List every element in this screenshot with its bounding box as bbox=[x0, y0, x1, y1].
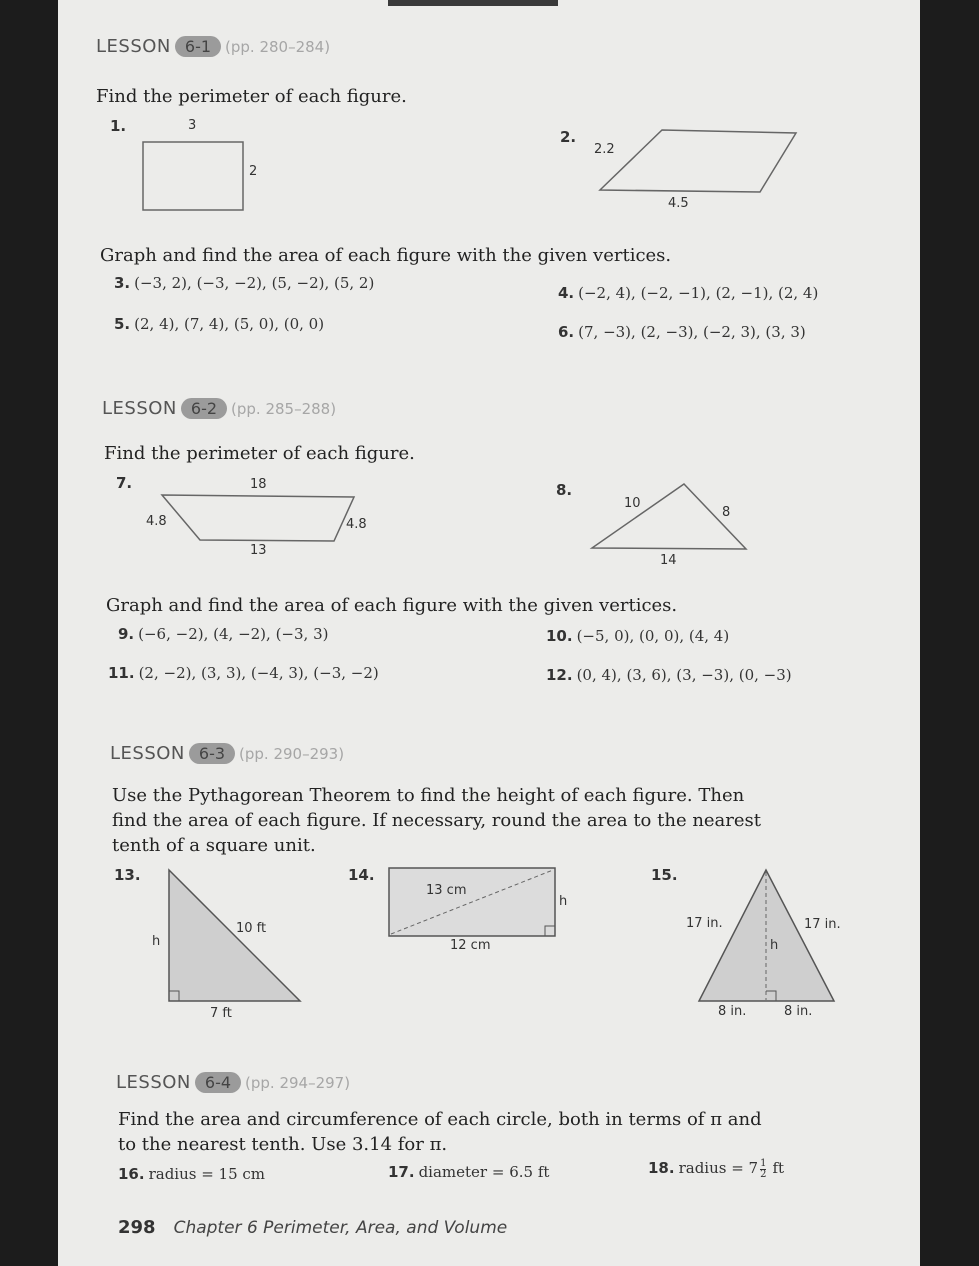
exercise-number: 8. bbox=[556, 481, 573, 499]
height-label: h bbox=[770, 938, 779, 953]
triangle-base-label: 14 bbox=[660, 553, 677, 568]
chapter-title: Chapter 6 Perimeter, Area, and Volume bbox=[173, 1218, 508, 1238]
instruction-perimeter-6-1: Find the perimeter of each figure. bbox=[96, 86, 407, 107]
exercise-text: diameter = 6.5 ft bbox=[418, 1163, 550, 1181]
instruction-perimeter-6-2: Find the perimeter of each figure. bbox=[104, 443, 415, 464]
right-side-label: 17 in. bbox=[804, 917, 841, 932]
trapezoid-right-label: 4.8 bbox=[346, 517, 367, 532]
exercise-number: 12. bbox=[546, 666, 573, 684]
lesson-pages: (pp. 285–288) bbox=[231, 400, 337, 418]
exercise-number: 2. bbox=[560, 128, 577, 146]
exercise-number: 7. bbox=[116, 474, 133, 492]
triangle-left-label: 10 bbox=[624, 496, 641, 511]
lesson-badge: 6-2 bbox=[181, 398, 227, 419]
exercise-number: 5. bbox=[114, 315, 131, 333]
exercise-text: (−3, 2), (−3, −2), (5, −2), (5, 2) bbox=[134, 274, 375, 292]
fraction-numerator: 1 bbox=[760, 1158, 767, 1169]
exercise-number: 9. bbox=[118, 625, 135, 643]
lesson-label: LESSON bbox=[96, 36, 171, 57]
textbook-page bbox=[58, 0, 920, 1266]
fraction-denominator: 2 bbox=[760, 1169, 767, 1180]
exercise-number: 4. bbox=[558, 284, 575, 302]
exercise-text: radius = 7 bbox=[678, 1159, 759, 1178]
exercise-text: (2, −2), (3, 3), (−4, 3), (−3, −2) bbox=[138, 664, 379, 682]
exercise-text: (−2, 4), (−2, −1), (2, −1), (2, 4) bbox=[578, 284, 819, 302]
exercise-text: (7, −3), (2, −3), (−2, 3), (3, 3) bbox=[578, 323, 806, 341]
triangle-right-label: 8 bbox=[722, 505, 731, 520]
height-label: h bbox=[152, 934, 161, 949]
page-footer bbox=[118, 1217, 507, 1238]
exercise-text: (−6, −2), (4, −2), (−3, 3) bbox=[138, 625, 329, 643]
base-label: 12 cm bbox=[450, 938, 491, 953]
left-base-label: 8 in. bbox=[718, 1004, 747, 1019]
instruction-graph-6-1: Graph and find the area of each figure with the given vertices. bbox=[100, 245, 672, 266]
lesson-pages: (pp. 294–297) bbox=[245, 1074, 351, 1092]
exercise-number: 3. bbox=[114, 274, 131, 292]
lesson-pages: (pp. 280–284) bbox=[225, 38, 331, 56]
exercise-text: radius = 15 cm bbox=[148, 1165, 266, 1183]
right-base-label: 8 in. bbox=[784, 1004, 813, 1019]
exercise-16 bbox=[118, 1165, 265, 1184]
height-label: h bbox=[559, 894, 568, 909]
trapezoid-bottom-label: 13 bbox=[250, 543, 267, 558]
exercise-number: 16. bbox=[118, 1165, 145, 1183]
exercise-17 bbox=[388, 1163, 549, 1182]
mixed-fraction bbox=[760, 1159, 766, 1180]
lesson-label: LESSON bbox=[102, 398, 177, 419]
exercise-number: 13. bbox=[114, 866, 141, 884]
exercise-18 bbox=[648, 1159, 784, 1180]
lesson-label: LESSON bbox=[116, 1072, 191, 1093]
rect-side-label: 2 bbox=[249, 164, 258, 179]
exercise-number: 14. bbox=[348, 866, 375, 884]
page-number: 298 bbox=[118, 1217, 156, 1238]
exercise-text: (−5, 0), (0, 0), (4, 4) bbox=[576, 627, 730, 645]
lesson-header-6-4 bbox=[116, 1072, 350, 1093]
trapezoid-top-label: 18 bbox=[250, 477, 267, 492]
exercise-number: 17. bbox=[388, 1163, 415, 1181]
exercise-number: 15. bbox=[651, 866, 678, 884]
lesson-pages: (pp. 290–293) bbox=[239, 745, 345, 763]
hypotenuse-label: 10 ft bbox=[236, 921, 267, 936]
base-label: 7 ft bbox=[210, 1006, 232, 1021]
instruction-line: Find the area and circumference of each circle, both in terms of π and bbox=[118, 1109, 762, 1130]
instruction-line: find the area of each figure. If necessary, round the area to the nearest bbox=[112, 810, 762, 831]
exercise-number: 1. bbox=[110, 117, 127, 135]
parallelogram-base-label: 4.5 bbox=[668, 196, 689, 211]
lesson-badge: 6-4 bbox=[195, 1072, 241, 1093]
left-side-label: 17 in. bbox=[686, 916, 723, 931]
lesson-badge: 6-1 bbox=[175, 36, 221, 57]
diagonal-label: 13 cm bbox=[426, 883, 467, 898]
lesson-label: LESSON bbox=[110, 743, 185, 764]
exercise-text: (0, 4), (3, 6), (3, −3), (0, −3) bbox=[576, 666, 792, 684]
parallelogram-side-label: 2.2 bbox=[594, 142, 615, 157]
instruction-graph-6-2: Graph and find the area of each figure with the given vertices. bbox=[106, 595, 678, 616]
instruction-line: to the nearest tenth. Use 3.14 for π. bbox=[118, 1134, 448, 1155]
exercise-number: 6. bbox=[558, 323, 575, 341]
exercise-unit: ft bbox=[772, 1159, 785, 1178]
instruction-line: Use the Pythagorean Theorem to find the height of each figure. Then bbox=[112, 785, 745, 806]
trapezoid-left-label: 4.8 bbox=[146, 514, 167, 529]
instruction-circles bbox=[118, 1107, 762, 1157]
exercise-number: 18. bbox=[648, 1159, 675, 1178]
instruction-line: tenth of a square unit. bbox=[112, 835, 316, 856]
lesson-badge: 6-3 bbox=[189, 743, 235, 764]
exercise-number: 11. bbox=[108, 664, 135, 682]
exercise-number: 10. bbox=[546, 627, 573, 645]
rect-top-label: 3 bbox=[188, 118, 197, 133]
exercise-text: (2, 4), (7, 4), (5, 0), (0, 0) bbox=[134, 315, 325, 333]
